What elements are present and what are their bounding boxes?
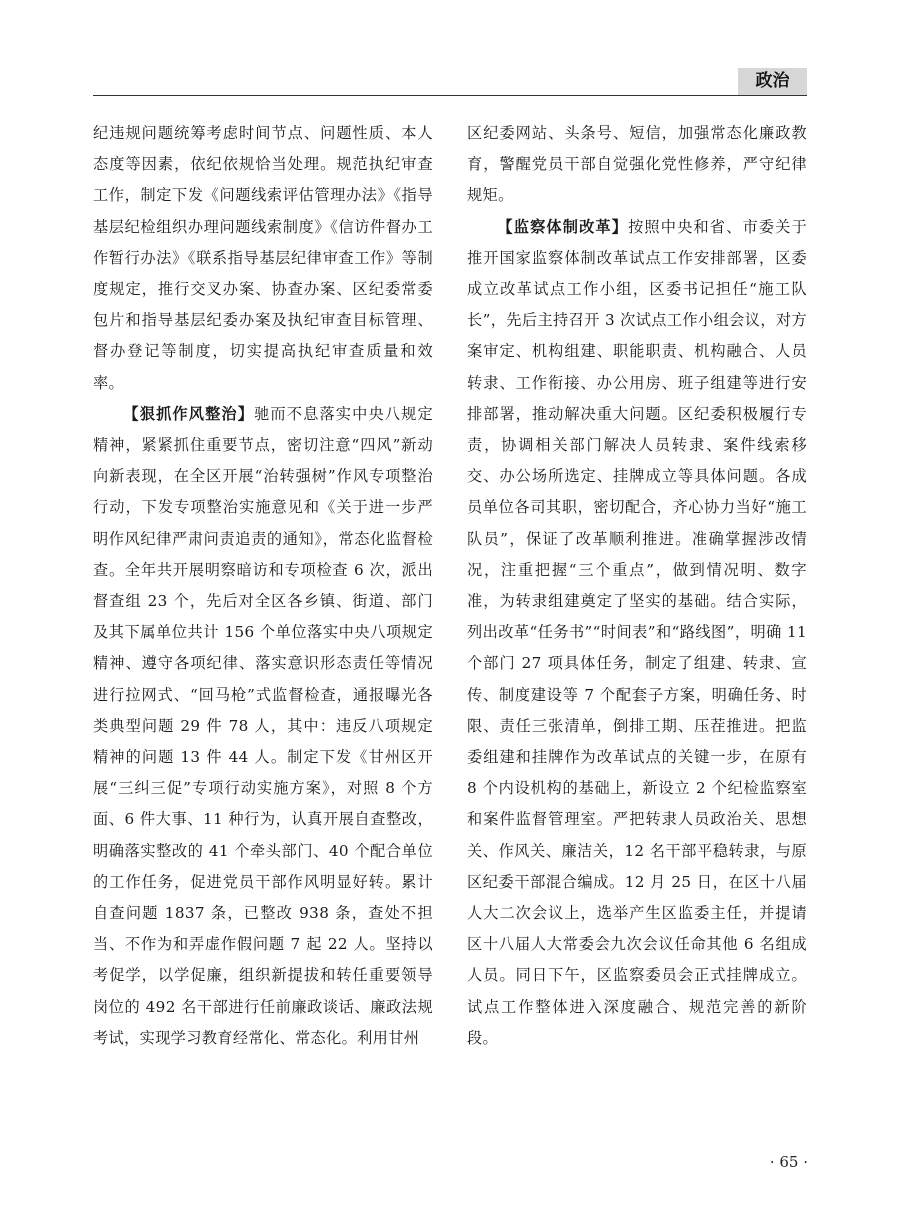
paragraph-continuation: 区纪委网站、头条号、短信，加强常态化廉政教育，警醒党员干部自觉强化党性修养，严守纪律规矩。 [467, 124, 807, 205]
paragraph-continuation: 纪违规问题统筹考虑时间节点、问题性质、本人态度等因素，依纪依规恰当处理。规范执纪审查工作，制定下发《问题线索评估管理办法》《指导基层纪检组织办理问题线索制度》《信访件督办工作暂行办法》《联系指导基层纪律审查工作》等制度规定，推行交叉办案、协查办案、区纪委常委包片和指导基层纪委办案及执纪审查目标管理、督办登记等制度，切实提高执纪审查质量和效率。 [93, 124, 433, 392]
paragraph-supervision-reform [467, 212, 807, 1054]
section-heading-supervision-reform: 【监察体制改革】 [497, 217, 629, 236]
header-rule [93, 95, 807, 96]
section-heading-style-rectification: 【狠抓作风整治】 [123, 404, 255, 423]
section-tag: 政治 [738, 68, 807, 95]
paragraph-style-rectification [93, 399, 433, 1054]
paragraph-body: 驰而不息落实中央八规定精神，紧紧抓住重要节点，密切注意“四风”新动向新表现，在全区开展“治转强树”作风专项整治行动，下发专项整治实施意见和《关于进一步严明作风纪律严肃问责追责的通知》，常态化监督检查。全年共开展明察暗访和专项检查 6 次，派出督查组 23 个，先后对全区各乡镇、街道、部门及其下属单位共计 156 个单位落实中央八项规定精神、遵守各项纪律、落实意识形态责任等情况进行拉网式、“回马枪”式监督检查，通报曝光各类典型问题 29 件 78 人，其中：违反八项规定精神的问题 13 件 44 人。制定下发《甘州区开展“三纠三促”专项行动实施方案》，对照 8 个方面、6 件大事、11 种行为，认真开展自查整改，明确落实整改的 41 个牵头部门、40 个配合单位的工作任务，促进党员干部作风明显好转。累计自查问题 1837 条，已整改 938 条，查处不担当、不作为和弄虚作假问题 7 起 22 人。坚持以考促学，以学促廉，组织新提拔和转任重要领导岗位的 492 名干部进行任前廉政谈话、廉政法规考试，实现学习教育经常化、常态化。利用甘州 [93, 404, 433, 1047]
paragraph-body: 按照中央和省、市委关于推开国家监察体制改革试点工作安排部署，区委成立改革试点工作小组，区委书记担任“施工队长”，先后主持召开 3 次试点工作小组会议，对方案审定、机构组建、职能职责、机构融合、人员转隶、工作衔接、办公用房、班子组建等进行安排部署，推动解决重大问题。区纪委积极履行专责，协调相关部门解决人员转隶、案件线索移交、办公场所选定、挂牌成立等具体问题。各成员单位各司其职，密切配合，齐心协力当好“施工队员”，保证了改革顺利推进。准确掌握涉改情况，注重把握“三个重点”，做到情况明、数字准，为转隶组建奠定了坚实的基础。结合实际，列出改革“任务书”“时间表”和“路线图”，明确 11 个部门 27 项具体任务，制定了组建、转隶、宣传、制度建设等 7 个配套子方案，明确任务、时限、责任三张清单，倒排工期、压茬推进。把监委组建和挂牌作为改革试点的关键一步，在原有 8 个内设机构的基础上，新设立 2 个纪检监察室和案件监督管理室。严把转隶人员政治关、思想关、作风关、廉洁关，12 名干部平稳转隶，与原区纪委干部混合编成。12 月 25 日，在区十八届人大二次会议上，选举产生区监委主任，并提请区十八届人大常委会九次会议任命其他 6 名组成人员。同日下午，区监察委员会正式挂牌成立。试点工作整体进入深度融合、规范完善的新阶段。 [467, 217, 807, 1047]
right-column [467, 118, 807, 1054]
page-number: · 65 · [769, 1153, 808, 1171]
left-column [93, 118, 433, 1054]
